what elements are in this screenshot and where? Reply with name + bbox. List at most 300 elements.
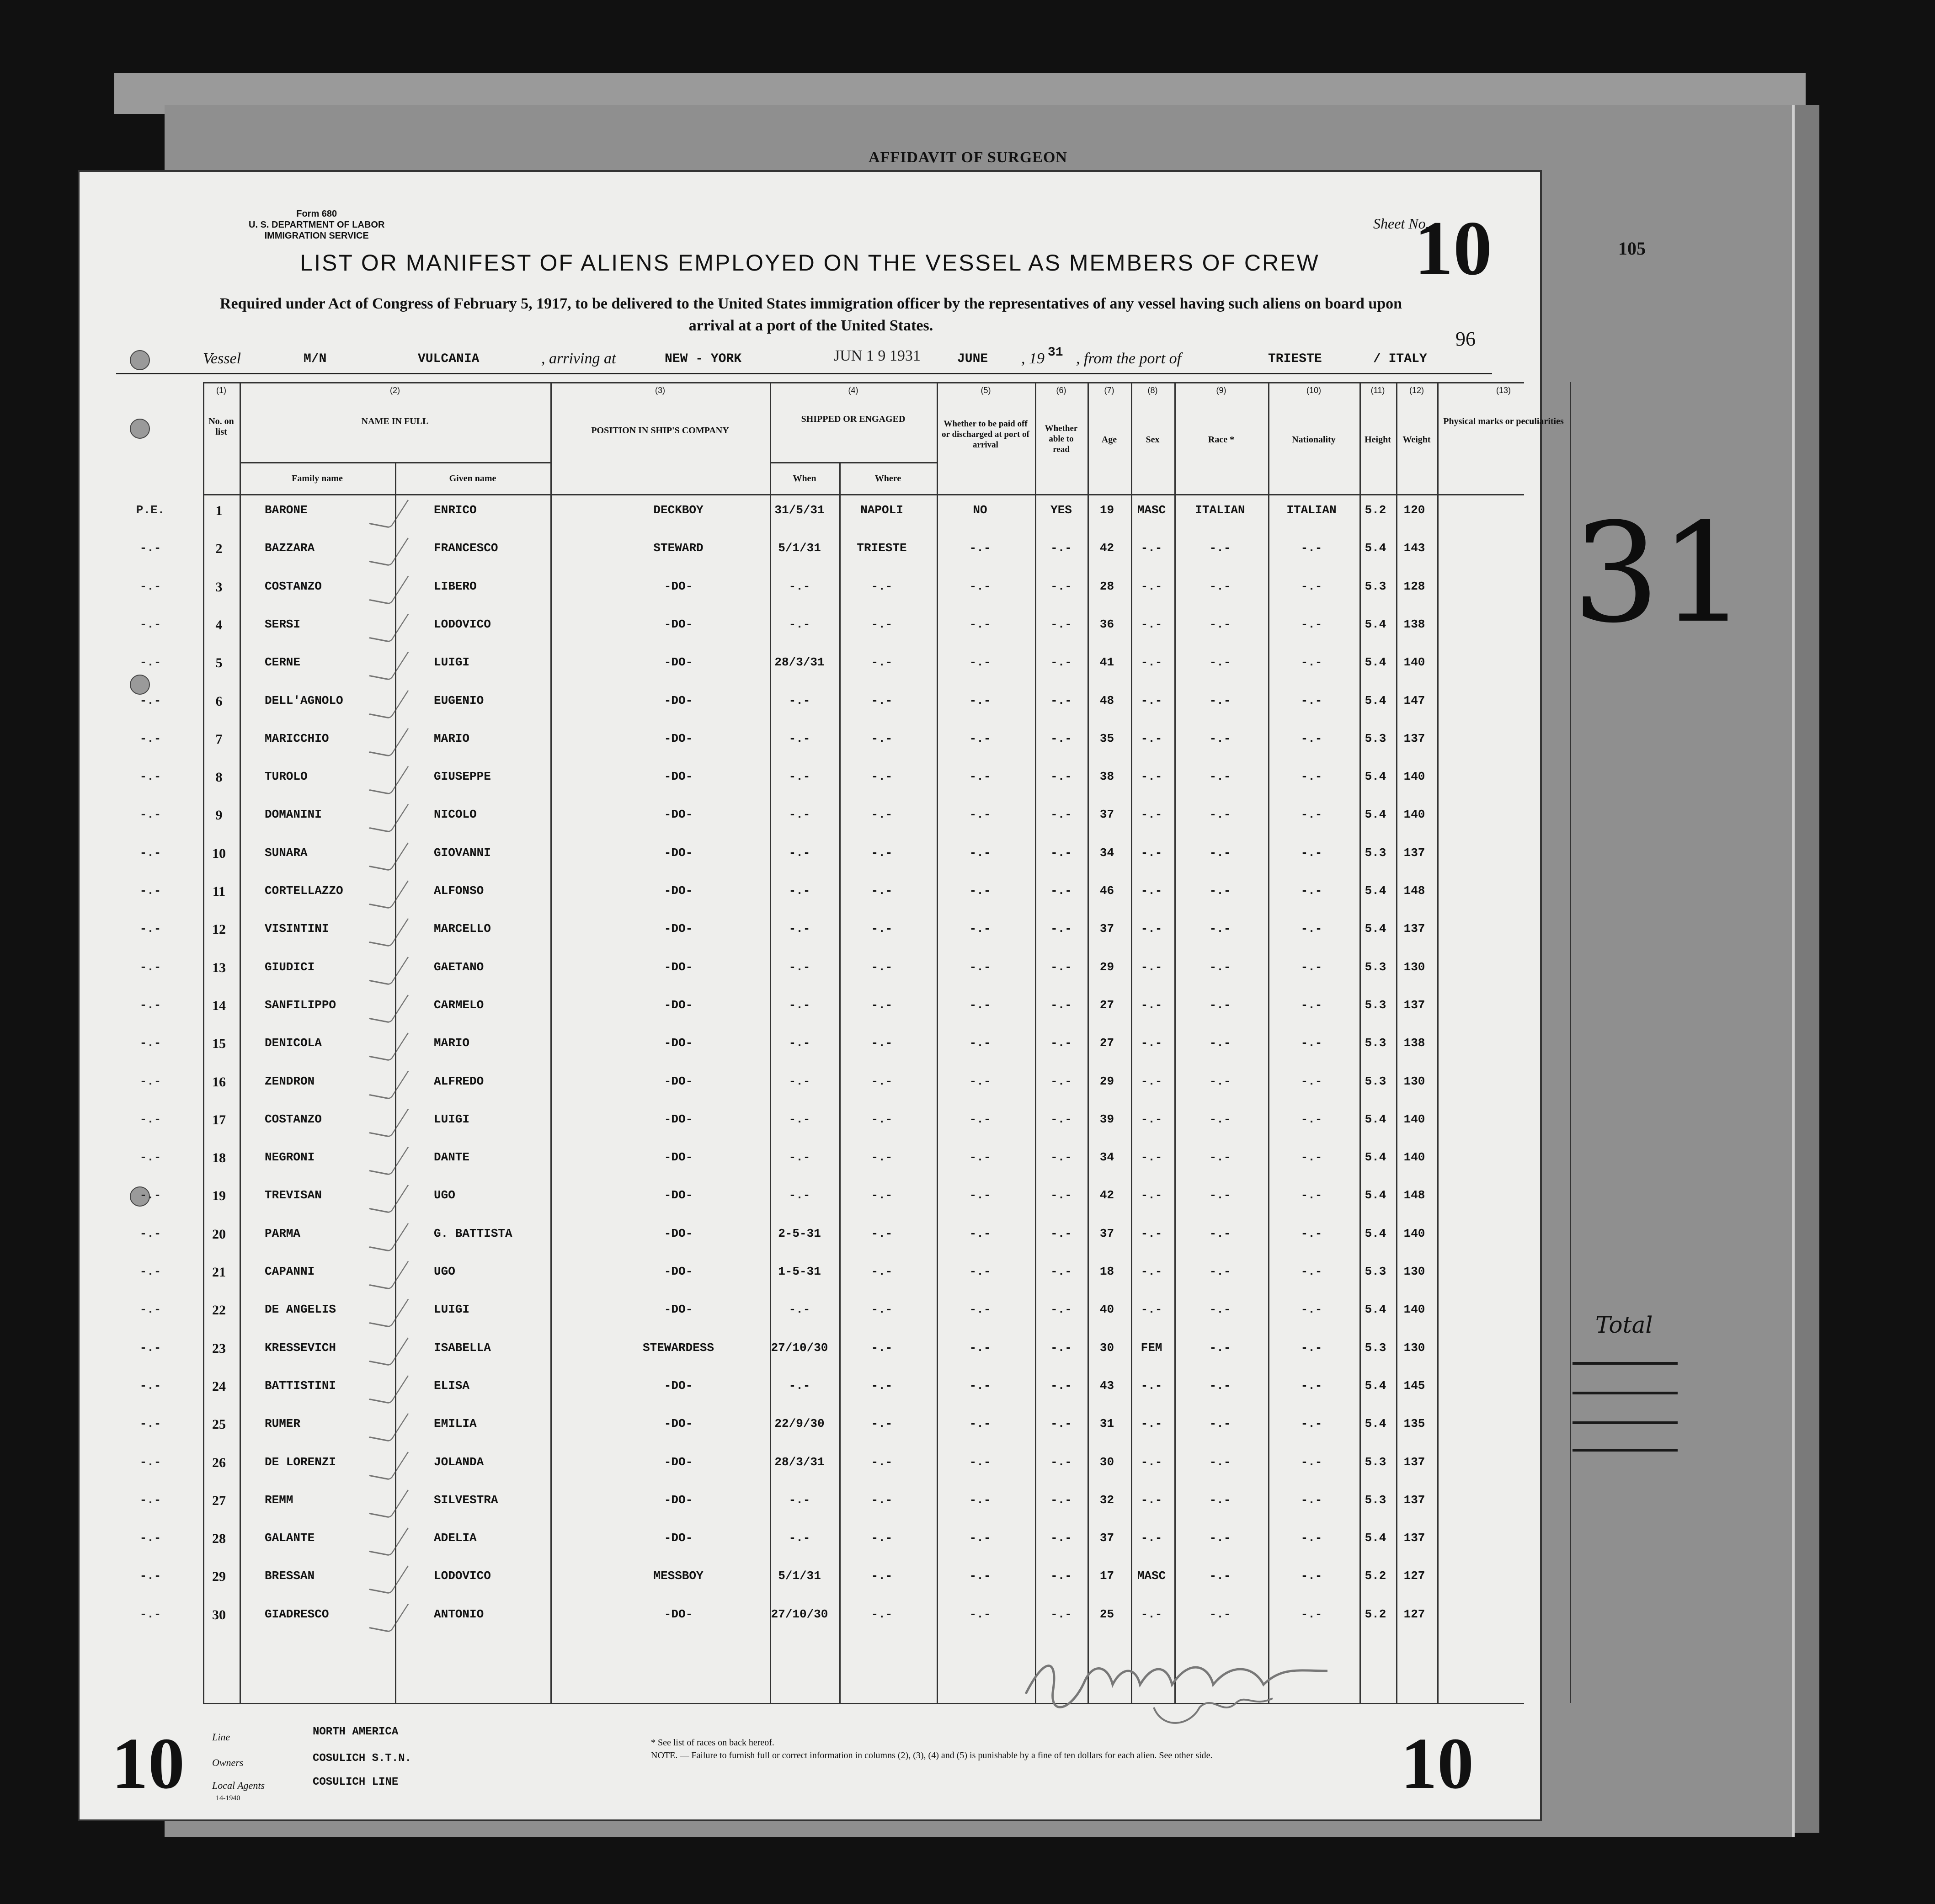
sex: MASC — [1137, 1569, 1166, 1583]
shipped-where: -.- — [871, 579, 893, 593]
row-prefix: -.- — [139, 1112, 161, 1126]
paid-off: -.- — [969, 617, 991, 631]
shipped-where: -.- — [871, 1493, 893, 1507]
fine-note — [651, 1749, 1391, 1762]
header-paid-off: Whether to be paid off or discharged at port of arrival — [942, 419, 1029, 450]
race: -.- — [1209, 1531, 1231, 1545]
row-number: 28 — [212, 1531, 226, 1547]
table-row — [139, 723, 1524, 761]
race: -.- — [1209, 884, 1231, 898]
age: 37 — [1099, 808, 1114, 822]
race: -.- — [1209, 1340, 1231, 1355]
able-to-read: -.- — [1050, 808, 1072, 822]
family-name: BARONE — [265, 503, 308, 517]
race: -.- — [1209, 1188, 1231, 1202]
shipped-when: -.- — [789, 1188, 810, 1202]
sex: -.- — [1141, 884, 1162, 898]
age: 48 — [1099, 693, 1114, 707]
weight: 137 — [1403, 998, 1425, 1012]
able-to-read: -.- — [1050, 998, 1072, 1012]
position: -DO- — [664, 1607, 693, 1621]
nationality: -.- — [1301, 1607, 1322, 1621]
weight: 135 — [1403, 1417, 1425, 1431]
table-row — [136, 494, 1524, 532]
shipped-where: -.- — [871, 731, 893, 745]
nationality: -.- — [1301, 1303, 1322, 1317]
shipped-when: -.- — [789, 1036, 810, 1050]
race: -.- — [1209, 1417, 1231, 1431]
row-prefix: -.- — [139, 884, 161, 898]
height: 5.4 — [1365, 1417, 1386, 1431]
able-to-read: -.- — [1050, 1569, 1072, 1583]
able-to-read: -.- — [1050, 541, 1072, 555]
service-name: IMMIGRATION SERVICE — [264, 231, 369, 241]
paid-off: -.- — [969, 655, 991, 670]
age: 27 — [1099, 1036, 1114, 1050]
nationality: -.- — [1301, 1112, 1322, 1126]
row-number: 24 — [212, 1378, 226, 1394]
sex: -.- — [1141, 808, 1162, 822]
nationality: -.- — [1301, 617, 1322, 631]
shipped-when: -.- — [789, 617, 810, 631]
height: 5.3 — [1365, 1493, 1386, 1507]
departure-port: TRIESTE — [1268, 352, 1322, 366]
able-to-read: -.- — [1050, 846, 1072, 860]
height: 5.3 — [1365, 731, 1386, 745]
height: 5.3 — [1365, 846, 1386, 860]
row-prefix: -.- — [139, 1303, 161, 1317]
position: -DO- — [664, 884, 693, 898]
row-number: 2 — [215, 541, 223, 557]
row-prefix: -.- — [139, 1569, 161, 1583]
position: -DO- — [664, 1265, 693, 1278]
row-number: 5 — [215, 655, 223, 671]
height: 5.3 — [1365, 1340, 1386, 1355]
position: STEWARDESS — [642, 1340, 714, 1355]
shipped-where: TRIESTE — [857, 541, 907, 555]
table-row — [139, 1408, 1524, 1446]
sheet-number: 10 — [1414, 205, 1492, 291]
position: -DO- — [664, 846, 693, 860]
height: 5.4 — [1365, 1112, 1386, 1126]
sex: -.- — [1141, 846, 1162, 860]
given-name: GIUSEPPE — [434, 770, 491, 784]
shipped-when: 2-5-31 — [778, 1226, 821, 1240]
row-number: 15 — [212, 1036, 226, 1052]
header-weight: Weight — [1402, 435, 1431, 445]
row-prefix: -.- — [139, 1074, 161, 1088]
height: 5.3 — [1365, 1455, 1386, 1469]
weight: 128 — [1403, 579, 1425, 593]
paid-off: -.- — [969, 1265, 991, 1278]
header-race: Race * — [1208, 435, 1235, 445]
shipped-when: -.- — [789, 1303, 810, 1317]
weight: 120 — [1403, 503, 1425, 517]
sex: -.- — [1141, 1303, 1162, 1317]
table-row — [139, 1484, 1524, 1522]
weight: 148 — [1403, 1188, 1425, 1202]
departure-country: / ITALY — [1373, 352, 1427, 366]
table-row — [139, 798, 1524, 836]
shipped-when: -.- — [789, 1531, 810, 1545]
paid-off: -.- — [969, 998, 991, 1012]
height: 5.4 — [1365, 1188, 1386, 1202]
position: -DO- — [664, 808, 693, 822]
sex: -.- — [1141, 1531, 1162, 1545]
subheader-when: When — [793, 473, 816, 484]
family-name: DOMANINI — [265, 808, 322, 822]
race: -.- — [1209, 1226, 1231, 1240]
row-number: 19 — [212, 1188, 226, 1204]
height: 5.3 — [1365, 1074, 1386, 1088]
family-name: RUMER — [265, 1417, 301, 1431]
sex: -.- — [1141, 1417, 1162, 1431]
race: -.- — [1209, 960, 1231, 974]
given-name: MARIO — [434, 731, 470, 745]
paid-off: NO — [973, 503, 987, 517]
table-row — [139, 875, 1524, 913]
arrival-year: 31 — [1048, 346, 1063, 360]
race: -.- — [1209, 1303, 1231, 1317]
nationality: -.- — [1301, 541, 1322, 555]
row-number: 23 — [212, 1340, 226, 1356]
height: 5.4 — [1365, 617, 1386, 631]
weight: 130 — [1403, 1074, 1425, 1088]
row-number: 14 — [212, 998, 226, 1013]
able-to-read: -.- — [1050, 1493, 1072, 1507]
position: STEWARD — [653, 541, 704, 555]
height: 5.4 — [1365, 1226, 1386, 1240]
position: -DO- — [664, 1150, 693, 1165]
row-prefix: -.- — [139, 846, 161, 860]
race: -.- — [1209, 731, 1231, 745]
age: 29 — [1099, 1074, 1114, 1088]
row-prefix: -.- — [139, 617, 161, 631]
shipped-where: -.- — [871, 1112, 893, 1126]
position: -DO- — [664, 1531, 693, 1545]
column-number: (6) — [1056, 386, 1066, 395]
position: -DO- — [664, 693, 693, 707]
position: -DO- — [664, 655, 693, 670]
shipped-where: -.- — [871, 1303, 893, 1317]
family-name: GIADRESCO — [265, 1607, 329, 1621]
note-label: NOTE. — [651, 1750, 678, 1760]
table-row — [139, 1446, 1524, 1484]
paid-off: -.- — [969, 1455, 991, 1469]
sex: -.- — [1141, 1607, 1162, 1621]
position: -DO- — [664, 731, 693, 745]
shipped-when: -.- — [789, 846, 810, 860]
shipped-where: -.- — [871, 1607, 893, 1621]
paid-off: -.- — [969, 922, 991, 936]
paid-off: -.- — [969, 1531, 991, 1545]
row-prefix: -.- — [139, 1378, 161, 1393]
column-number: (12) — [1409, 386, 1424, 395]
table-row — [139, 570, 1524, 608]
sex: -.- — [1141, 1493, 1162, 1507]
punch-hole — [130, 675, 150, 695]
nationality: -.- — [1301, 1340, 1322, 1355]
row-number: 29 — [212, 1569, 226, 1585]
weight: 137 — [1403, 846, 1425, 860]
position: -DO- — [664, 1226, 693, 1240]
position: -DO- — [664, 617, 693, 631]
race: -.- — [1209, 1455, 1231, 1469]
row-number: 20 — [212, 1226, 226, 1242]
able-to-read: -.- — [1050, 1150, 1072, 1165]
shipped-where: -.- — [871, 1265, 893, 1278]
manifest-footer — [80, 1703, 1540, 1817]
given-name: ALFREDO — [434, 1074, 484, 1088]
tally-marks — [1573, 1312, 1691, 1526]
row-number: 22 — [212, 1303, 226, 1318]
shipped-where: -.- — [871, 960, 893, 974]
weight: 140 — [1403, 770, 1425, 784]
header-no-on-list: No. on list — [208, 416, 234, 437]
weight: 140 — [1403, 1226, 1425, 1240]
paid-off: -.- — [969, 960, 991, 974]
able-to-read: -.- — [1050, 1607, 1072, 1621]
table-row — [139, 1065, 1524, 1103]
given-name: DANTE — [434, 1150, 470, 1165]
shipped-when: 28/3/31 — [774, 1455, 825, 1469]
race: -.- — [1209, 617, 1231, 631]
race: -.- — [1209, 693, 1231, 707]
height: 5.2 — [1365, 1569, 1386, 1583]
nationality: -.- — [1301, 808, 1322, 822]
shipped-when: -.- — [789, 1112, 810, 1126]
age: 34 — [1099, 846, 1114, 860]
row-prefix: -.- — [139, 1150, 161, 1165]
back-sheet-number: 105 — [1618, 238, 1646, 259]
height: 5.3 — [1365, 1265, 1386, 1278]
able-to-read: -.- — [1050, 1074, 1072, 1088]
family-name: GALANTE — [265, 1531, 315, 1545]
age: 37 — [1099, 922, 1114, 936]
vessel-line-rule — [116, 373, 1492, 374]
column-number: (10) — [1306, 386, 1321, 395]
nationality: -.- — [1301, 1378, 1322, 1393]
paid-off: -.- — [969, 884, 991, 898]
vessel-label: Vessel — [203, 350, 241, 367]
nationality: -.- — [1301, 1417, 1322, 1431]
arrival-year-prefix: , 19 — [1021, 350, 1045, 367]
shipped-where: -.- — [871, 922, 893, 936]
nationality: -.- — [1301, 1569, 1322, 1583]
height: 5.4 — [1365, 541, 1386, 555]
height: 5.2 — [1365, 1607, 1386, 1621]
race: -.- — [1209, 922, 1231, 936]
given-name: UGO — [434, 1265, 455, 1278]
sex: -.- — [1141, 1188, 1162, 1202]
sex: -.- — [1141, 998, 1162, 1012]
vessel-name: VULCANIA — [418, 352, 480, 366]
table-row — [139, 608, 1524, 646]
weight: 147 — [1403, 693, 1425, 707]
table-row — [139, 989, 1524, 1027]
column-number: (11) — [1370, 386, 1385, 395]
family-name: CERNE — [265, 655, 301, 670]
table-row — [139, 1179, 1524, 1217]
owners-value: COSULICH S.T.N. — [313, 1752, 412, 1765]
note-text: — Failure to furnish full or correct information in columns (2), (3), (4) and (5) is punishable by a fine of ten dollars for each alien. See other side. — [680, 1750, 1213, 1760]
race: -.- — [1209, 1150, 1231, 1165]
weight: 130 — [1403, 1340, 1425, 1355]
family-name: DE LORENZI — [265, 1455, 336, 1469]
row-prefix: -.- — [139, 1493, 161, 1507]
race: -.- — [1209, 808, 1231, 822]
form-number: Form 680 — [296, 209, 337, 219]
sex: -.- — [1141, 1265, 1162, 1278]
header-nationality: Nationality — [1292, 435, 1336, 445]
shipped-where: -.- — [871, 1340, 893, 1355]
weight: 137 — [1403, 922, 1425, 936]
footer-sheet-number-right: 10 — [1401, 1723, 1474, 1804]
family-name: CORTELLAZZO — [265, 884, 343, 898]
page-number: 96 — [1455, 328, 1476, 350]
row-prefix: -.- — [139, 541, 161, 555]
column-number: (5) — [981, 386, 991, 395]
height: 5.4 — [1365, 1303, 1386, 1317]
race: -.- — [1209, 1378, 1231, 1393]
given-name: MARCELLO — [434, 922, 491, 936]
paid-off: -.- — [969, 1150, 991, 1165]
nationality: -.- — [1301, 693, 1322, 707]
able-to-read: -.- — [1050, 1112, 1072, 1126]
table-row — [139, 761, 1524, 798]
height: 5.3 — [1365, 998, 1386, 1012]
family-name: VISINTINI — [265, 922, 329, 936]
table-row — [139, 951, 1524, 989]
weight: 127 — [1403, 1607, 1425, 1621]
paid-off: -.- — [969, 1074, 991, 1088]
given-name: GAETANO — [434, 960, 484, 974]
nationality: -.- — [1301, 770, 1322, 784]
race: -.- — [1209, 579, 1231, 593]
header-shipped-engaged: SHIPPED OR ENGAGED — [801, 414, 906, 424]
family-name: GIUDICI — [265, 960, 315, 974]
sex: -.- — [1141, 579, 1162, 593]
given-name: LUIGI — [434, 655, 470, 670]
handwritten-number: 31 — [1573, 494, 1747, 653]
paid-off: -.- — [969, 579, 991, 593]
header-able-to-read: Whether able to read — [1045, 424, 1078, 454]
row-number: 16 — [212, 1074, 226, 1090]
crew-table — [136, 382, 1564, 1703]
row-number: 30 — [212, 1607, 226, 1622]
position: -DO- — [664, 1188, 693, 1202]
row-prefix: -.- — [139, 1265, 161, 1278]
row-prefix: -.- — [139, 1226, 161, 1240]
weight: 148 — [1403, 884, 1425, 898]
shipped-where: -.- — [871, 1569, 893, 1583]
height: 5.4 — [1365, 655, 1386, 670]
sex: -.- — [1141, 1112, 1162, 1126]
position: -DO- — [664, 770, 693, 784]
given-name: ALFONSO — [434, 884, 484, 898]
age: 34 — [1099, 1150, 1114, 1165]
given-name: ADELIA — [434, 1531, 477, 1545]
position: -DO- — [664, 1112, 693, 1126]
shipped-where: -.- — [871, 1226, 893, 1240]
given-name: LIBERO — [434, 579, 477, 593]
given-name: NICOLO — [434, 808, 477, 822]
shipped-where: -.- — [871, 617, 893, 631]
shipped-when: 5/1/31 — [778, 541, 821, 555]
shipped-where: -.- — [871, 655, 893, 670]
table-row — [139, 532, 1524, 570]
able-to-read: -.- — [1050, 1226, 1072, 1240]
shipped-where: NAPOLI — [860, 503, 903, 517]
row-prefix: -.- — [139, 731, 161, 745]
family-name: TREVISAN — [265, 1188, 322, 1202]
tally-total-label: Total — [1595, 1312, 1653, 1338]
row-prefix: -.- — [139, 693, 161, 707]
table-row — [139, 1332, 1524, 1370]
age: 31 — [1099, 1417, 1114, 1431]
department-name: U. S. DEPARTMENT OF LABOR — [249, 220, 385, 230]
height: 5.4 — [1365, 808, 1386, 822]
given-name: LUIGI — [434, 1112, 470, 1126]
position: MESSBOY — [653, 1569, 704, 1583]
row-number: 12 — [212, 922, 226, 937]
age: 17 — [1099, 1569, 1114, 1583]
header-position: POSITION IN SHIP'S COMPANY — [591, 425, 729, 436]
weight: 140 — [1403, 1112, 1425, 1126]
shipped-where: -.- — [871, 1455, 893, 1469]
age: 19 — [1099, 503, 1114, 517]
able-to-read: -.- — [1050, 617, 1072, 631]
paid-off: -.- — [969, 693, 991, 707]
race: -.- — [1209, 1265, 1231, 1278]
column-number: (13) — [1496, 386, 1511, 395]
weight: 130 — [1403, 960, 1425, 974]
paid-off: -.- — [969, 1417, 991, 1431]
position: -DO- — [664, 1036, 693, 1050]
age: 36 — [1099, 617, 1114, 631]
shipped-when: -.- — [789, 579, 810, 593]
shipped-when: -.- — [789, 960, 810, 974]
able-to-read: -.- — [1050, 1378, 1072, 1393]
given-name: UGO — [434, 1188, 455, 1202]
row-number: 4 — [215, 617, 223, 633]
nationality: -.- — [1301, 846, 1322, 860]
age: 40 — [1099, 1303, 1114, 1317]
column-number: (2) — [390, 386, 400, 395]
row-prefix: -.- — [139, 1417, 161, 1431]
age: 18 — [1099, 1265, 1114, 1278]
paid-off: -.- — [969, 1569, 991, 1583]
age: 38 — [1099, 770, 1114, 784]
shipped-where: -.- — [871, 1188, 893, 1202]
shipped-where: -.- — [871, 884, 893, 898]
header-physical-marks: Physical marks or peculiarities — [1443, 416, 1564, 426]
sex: -.- — [1141, 1074, 1162, 1088]
nationality: -.- — [1301, 1036, 1322, 1050]
nationality: -.- — [1301, 1150, 1322, 1165]
nationality: -.- — [1301, 884, 1322, 898]
sex: -.- — [1141, 770, 1162, 784]
height: 5.3 — [1365, 960, 1386, 974]
table-row — [139, 913, 1524, 951]
position: -DO- — [664, 1074, 693, 1088]
shipped-where: -.- — [871, 998, 893, 1012]
able-to-read: -.- — [1050, 1455, 1072, 1469]
given-name: ANTONIO — [434, 1607, 484, 1621]
height: 5.4 — [1365, 1150, 1386, 1165]
row-number: 21 — [212, 1265, 226, 1280]
able-to-read: -.- — [1050, 579, 1072, 593]
